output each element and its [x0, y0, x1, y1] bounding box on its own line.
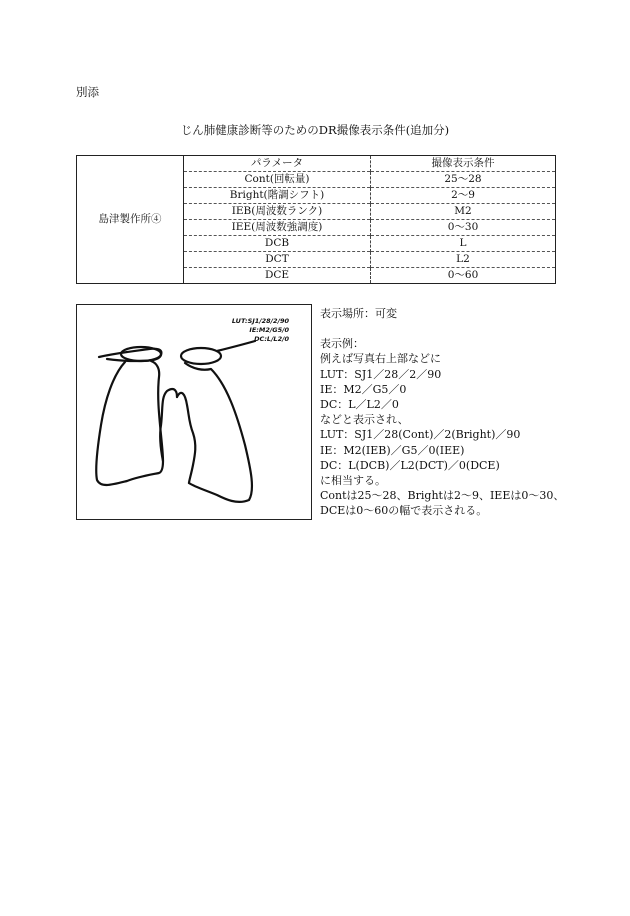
mapping-ie: IE：M2(IEB)／G5／0(IEE) [320, 443, 465, 457]
param-cell: Bright(階調シフト) [184, 188, 371, 204]
example-intro: 例えば写真右上部などに [320, 352, 441, 366]
example-ie: IE：M2／G5／0 [320, 382, 407, 396]
example-lut: LUT：SJ1／28／2／90 [320, 367, 442, 381]
range-text-1: Contは25〜28、Brightは2〜9、IEEは0〜30、 [320, 489, 565, 503]
value-cell: 0〜60 [371, 268, 556, 284]
corresponds-text: に相当する。 [320, 474, 386, 488]
value-cell: 2〜9 [371, 188, 556, 204]
shown-as-text: などと表示され、 [320, 413, 409, 427]
chest-xray-illustration [76, 304, 312, 520]
table-header-row [77, 156, 556, 172]
mapping-lut: LUT：SJ1／28(Cont)／2(Bright)／90 [320, 428, 521, 442]
mediastinum-left [161, 389, 177, 425]
param-cell: IEB(周波数ランク) [184, 204, 371, 220]
value-cell: M2 [371, 204, 556, 220]
example-heading: 表示例： [320, 337, 364, 351]
display-location: 表示場所：可変 [320, 307, 397, 320]
value-cell: L2 [371, 252, 556, 268]
left-lung-outline [96, 361, 163, 485]
overlay-ie: IE:M2/G5/0 [249, 326, 289, 334]
right-clavicle-head [181, 348, 221, 364]
overlay-lut: LUT:SJ1/28/2/90 [231, 317, 289, 325]
value-cell: L [371, 236, 556, 252]
parameter-table [76, 155, 556, 284]
page-title: じん肺健康診断等のためのDR撮像表示条件(追加分) [180, 123, 450, 137]
mediastinum-right [177, 393, 195, 483]
header-parameter: パラメータ [184, 156, 371, 172]
param-cell: DCB [184, 236, 371, 252]
mapping-dc: DC：L(DCB)／L2(DCT)／0(DCE) [320, 458, 500, 472]
param-cell: Cont(回転量) [184, 172, 371, 188]
header-condition: 撮像表示条件 [431, 157, 495, 169]
display-description [320, 306, 564, 519]
range-text-2: DCEは0〜60の幅で表示される。 [320, 504, 488, 518]
example-dc: DC：L／L2／0 [320, 398, 399, 412]
image-parameter-overlay [232, 317, 289, 344]
attachment-label: 別添 [76, 85, 99, 99]
value-cell: 0〜30 [371, 220, 556, 236]
overlay-dc: DC:L/L2/0 [254, 335, 289, 343]
manufacturer-cell: 島津製作所④ [77, 156, 184, 284]
param-cell: IEE(周波数強調度) [184, 220, 371, 236]
right-lung-outline [185, 363, 252, 502]
param-cell: DCT [184, 252, 371, 268]
param-cell: DCE [184, 268, 371, 284]
value-cell: 25〜28 [371, 172, 556, 188]
